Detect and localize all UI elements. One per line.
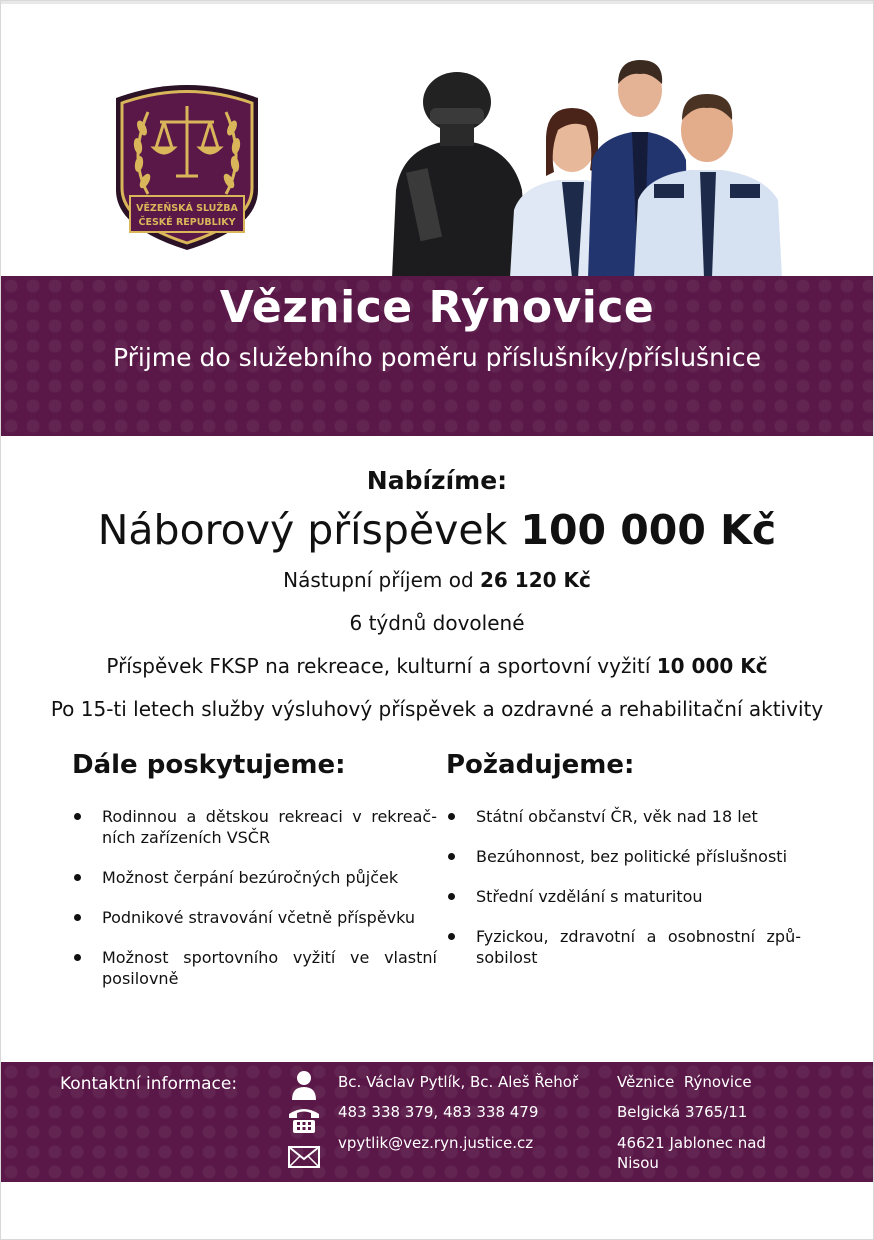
page-subtitle: Přijme do služebního poměru příslušníky/příslušnice <box>112 343 761 372</box>
contact-names: Bc. Václav Pytlík, Bc. Aleš Řehoř <box>338 1073 579 1091</box>
provide-heading: Dále poskytujeme: <box>72 750 346 780</box>
vacation-info: 6 týdnů dovolené <box>349 611 525 635</box>
list-item: Státní občanství ČR, věk nad 18 let <box>446 806 801 827</box>
address-city: 46621 Jablonec nad Nisou <box>617 1134 766 1172</box>
list-item: Možnost sportovního vyžití ve vlastní posilovně <box>72 947 437 989</box>
offer-heading: Nabízíme: <box>366 466 508 495</box>
contact-email[interactable]: vpytlik@vez.ryn.justice.cz <box>338 1134 534 1152</box>
starting-salary-amount: 26 120 Kč <box>480 568 591 592</box>
page-title: Věznice Rýnovice <box>219 282 655 333</box>
list-item: Možnost čerpání bezúročných půjček <box>72 867 437 888</box>
contact-phones: 483 338 379, 483 338 479 <box>338 1103 539 1121</box>
starting-salary-label: Nástupní příjem od <box>283 568 481 592</box>
require-heading: Požadujeme: <box>446 750 635 780</box>
list-item: Fyzickou, zdravotní a osobnostní způ-sobilost <box>446 926 801 968</box>
list-item: Podnikové stravování včetně příspěvku <box>72 907 437 928</box>
address-org: Věznice Rýnovice <box>617 1073 752 1091</box>
fksp-amount: 10 000 Kč <box>656 654 768 678</box>
emblem-text-1: VĚZEŇSKÁ SLUŽBA <box>136 203 238 214</box>
pension-info: Po 15-ti letech služby výsluhový příspěvek a ozdravné a rehabilitační aktivity <box>50 697 824 721</box>
emblem-text-2: ČESKÉ REPUBLIKY <box>138 217 236 228</box>
list-item: Bezúhonnost, bez politické příslušnosti <box>446 846 801 867</box>
list-item: Střední vzdělání s maturitou <box>446 886 801 907</box>
contact-label: Kontaktní informace: <box>60 1074 238 1094</box>
address-street: Belgická 3765/11 <box>617 1103 748 1121</box>
recruitment-bonus-label: Náborový příspěvek <box>97 506 521 554</box>
list-item: Rodinnou a dětskou rekreaci v rekreač-ních zařízeních VSČR <box>72 806 437 848</box>
fksp-label: Příspěvek FKSP na rekreace, kulturní a sportovní vyžití <box>106 654 657 678</box>
recruitment-bonus-amount: 100 000 Kč <box>520 506 777 554</box>
